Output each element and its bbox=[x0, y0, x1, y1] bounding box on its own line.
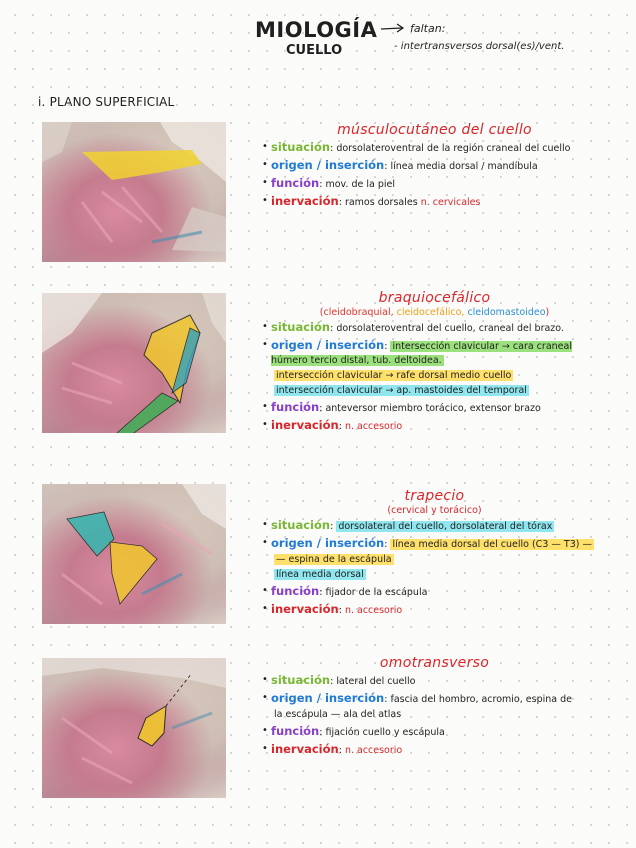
muscle-highlight-green bbox=[117, 393, 178, 433]
muscle-card-trapecio bbox=[262, 488, 607, 618]
origen-line-3: línea media dorsal bbox=[276, 569, 364, 580]
origen-row: • origen / inserción: intersección clavicular → cara craneal húmero tercio distal, tub. deltoidea. bbox=[262, 338, 607, 368]
origen-row: • origen / inserción: fascia del hombro, acromio, espina de bbox=[262, 691, 607, 707]
muscle-photo-braquiocefalico bbox=[42, 293, 226, 433]
muscle-photo-omotransverso bbox=[42, 658, 226, 798]
muscle-highlight-yellow bbox=[82, 150, 202, 180]
origen-line-3: intersección clavicular → ap. mastoides del temporal bbox=[276, 385, 527, 396]
muscle-card-braquiocefalico bbox=[262, 290, 607, 434]
situacion-row: • situación: lateral del cuello bbox=[262, 673, 607, 689]
origen-line-2: — espina de la escápula bbox=[276, 554, 392, 565]
muscle-photo-trapecio bbox=[42, 484, 226, 624]
page-title: MIOLOGÍA bbox=[255, 18, 378, 42]
inervacion-row: • inervación: n. accesorio bbox=[262, 418, 607, 434]
muscle-highlight-cyan bbox=[67, 512, 114, 556]
muscle-card-musculocutaneo bbox=[262, 122, 607, 210]
origen-line-2: intersección clavicular → rafe dorsal medio cuello bbox=[276, 370, 512, 381]
muscle-title: trapecio bbox=[404, 488, 465, 504]
situacion-row: • situación: dorsolateroventral de la región craneal del cuello bbox=[262, 140, 607, 156]
funcion-row: • función: fijación cuello y escápula bbox=[262, 724, 607, 740]
muscle-title: braquiocefálico bbox=[378, 290, 491, 306]
situacion-row: • situación: dorsolateroventral del cuello, craneal del brazo. bbox=[262, 320, 607, 336]
funcion-row: • función: fijador de la escápula bbox=[262, 584, 607, 600]
origen-row: • origen / inserción: línea media dorsal del cuello (C3 — T3) — bbox=[262, 536, 607, 552]
muscle-title: omotransverso bbox=[379, 655, 490, 671]
muscle-subdivisions: (cervical y torácico) bbox=[387, 505, 482, 516]
origen-row: • origen / inserción: línea media dorsal / mandíbula bbox=[262, 158, 607, 174]
funcion-row: • función: mov. de la piel bbox=[262, 176, 607, 192]
inervacion-row: • inervación: n. accesorio bbox=[262, 602, 607, 618]
inervacion-row: • inervación: n. accesorio bbox=[262, 742, 607, 758]
muscle-highlight-yellow bbox=[138, 706, 166, 746]
muscle-highlight-yellow bbox=[110, 542, 157, 604]
inervacion-row: • inervación: ramos dorsales n. cervicales bbox=[262, 194, 607, 210]
muscle-card-omotransverso bbox=[262, 655, 607, 758]
section-heading: i. PLANO SUPERFICIAL bbox=[38, 95, 175, 109]
muscle-photo-musculocutaneo bbox=[42, 122, 226, 262]
missing-note-item: - intertransversos dorsal(es)/vent. bbox=[394, 41, 565, 52]
situacion-row: • situación: dorsolateral del cuello, dorsolateral del tórax bbox=[262, 518, 607, 534]
arrow-right-icon bbox=[380, 22, 406, 34]
origen-line-2: la escápula — ala del atlas bbox=[274, 709, 402, 720]
muscle-subdivisions: (cleidobraquial, cleidocefálico, cleidomastoideo) bbox=[319, 307, 550, 318]
page-subtitle: CUELLO bbox=[286, 43, 343, 58]
funcion-row: • función: anteversor miembro torácico, extensor brazo bbox=[262, 400, 607, 416]
muscle-title: músculocutáneo del cuello bbox=[337, 122, 532, 138]
missing-note-label: faltan: bbox=[410, 22, 446, 35]
